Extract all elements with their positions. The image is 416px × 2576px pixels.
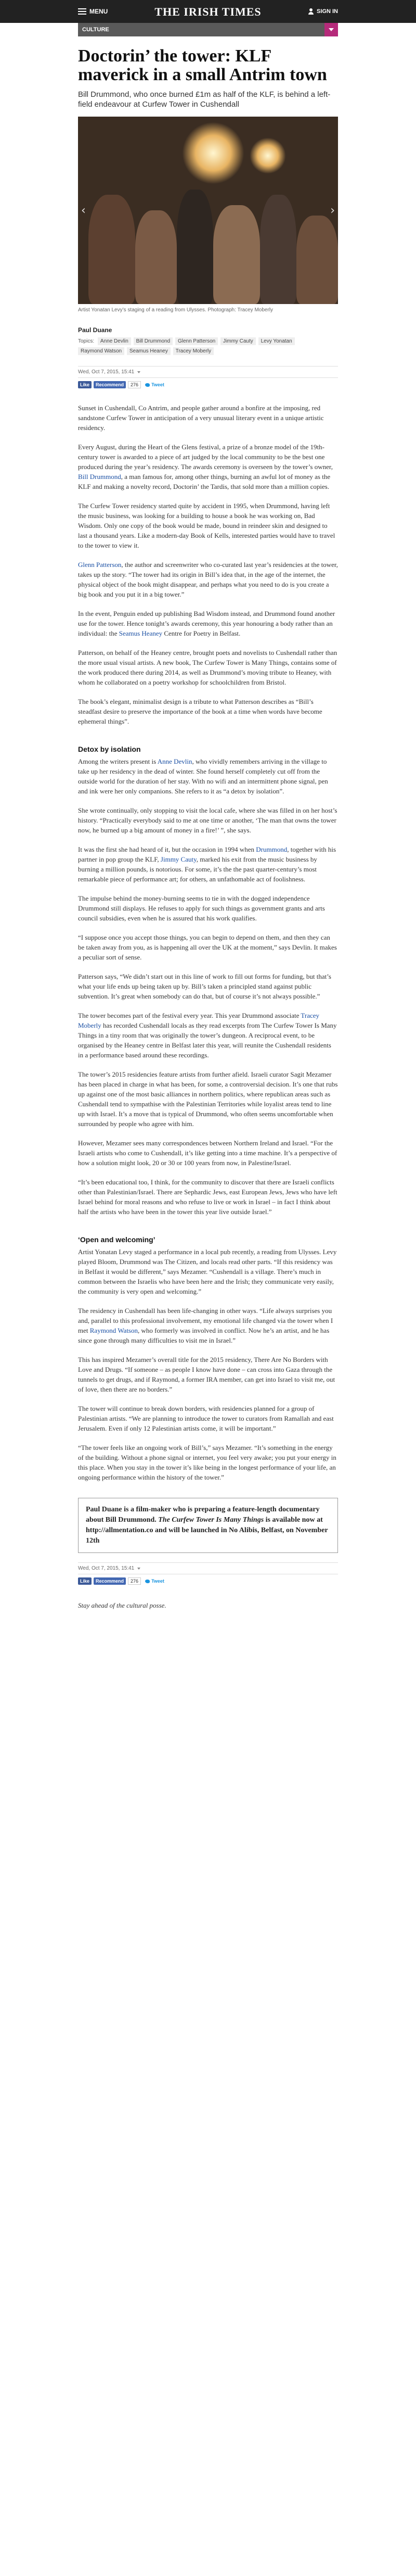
link-seamus-heaney[interactable]: Seamus Heaney [119, 629, 163, 637]
book-title: The Curfew Tower Is Many Things [158, 1516, 264, 1524]
previous-arrow-icon[interactable]: ‹ [81, 204, 86, 217]
sign-in-label: SIGN IN [317, 8, 338, 15]
chevron-down-icon [329, 28, 334, 31]
lamp-light [182, 122, 244, 184]
lamp-light [250, 137, 286, 174]
twitter-bird-icon [145, 383, 150, 387]
next-arrow-icon[interactable]: › [330, 204, 335, 217]
paragraph: The impulse behind the money-burning seems to tie in with the dogged independence Drummond still displays. He refuses to apply for such things as government grants and arts council subsidies, even when he is assured that his work qualifies. [78, 894, 325, 922]
text: The residency in Cushendall has been life-changing in other ways. “Life always surprises you and, parallel to this professional involvement, my emotional life changed via the tower when I met [78, 1307, 333, 1334]
share-bar-bottom [78, 1577, 338, 1585]
topics-list [78, 337, 338, 357]
subheading: Detox by isolation [78, 745, 141, 753]
text: Among the writers present is [78, 757, 158, 765]
article-standfirst: Bill Drummond, who once burned £1m as half of the KLF, is behind a left-field endeavour at Curfew Tower in Cushendall [78, 90, 331, 109]
text: In the event, Penguin ended up publishing Bad Wisdom instead, and Drummond found another use for the tower. Hence tonight’s awards ceremony, this year honouring a body rather than an individual: the [78, 610, 335, 637]
photo-figure [296, 216, 338, 304]
link-glenn-patterson[interactable]: Glenn Patterson [78, 561, 122, 569]
section-label[interactable]: CULTURE [82, 27, 109, 33]
paragraph: The tower’s 2015 residencies feature artists from further afield. Israeli curator Sagit Mezamer has been placed in charge in what has been, for some, a controversial decision. It’s one that rubs up against one of the most basic alliances in northern politics, where republican areas such as Cushendall tend to sympathise with the Palestinian Territories while loyalist areas tend to line up with Israel. It’s a move that is typical of Drummond, who often seems uncomfortable when surrounded by people who agree with him. [78, 1070, 338, 1128]
tweet-label: Tweet [151, 382, 164, 387]
newsletter-prompt: Stay ahead of the cultural posse. [78, 1601, 166, 1609]
section-dropdown-button[interactable] [324, 23, 338, 36]
link-tracey-moberly[interactable]: Tracey Moberly [78, 1012, 319, 1029]
site-logo[interactable]: THE IRISH TIMES [154, 5, 262, 18]
photo-figure [135, 210, 177, 304]
paragraph: “It’s been educational too, I think, for the community to discover that there are Israeli conflicts other than Palestinian/Israel. There are Sephardic Jews, east European Jews, Jews who have left Israel behind for moral reasons and who refuse to live or work in Israel – in fact I think about half the artists who have been in the tower this year live outside Israel.” [78, 1178, 337, 1216]
topic-tag[interactable]: Glenn Patterson [175, 337, 218, 345]
paragraph [78, 609, 338, 638]
article-date: Wed, Oct 7, 2015, 15:41 [78, 1565, 135, 1571]
share-count: 276 [128, 1577, 141, 1585]
tweet-button[interactable] [145, 1579, 164, 1584]
paragraph: The tower will continue to break down borders, with residencies planned for a group of Palestinian artists. “We are planning to introduce the tower to curators from Ramallah and east Jerusalem. Even if only 12 Palestinian artists come, it will be important.” [78, 1405, 334, 1432]
article-body [78, 403, 338, 1610]
facebook-recommend-button[interactable]: Recommend [94, 1577, 126, 1585]
text: is available now at http://allmentation.co and will be launched in No Alibis, Belfast, on November 12th [86, 1516, 328, 1545]
tweet-button[interactable] [145, 382, 164, 387]
paragraph: The Curfew Tower residency started quite by accident in 1995, when Drummond, having left the music business, was looking for a building to house a book he was working on, Bad Wisdom. Only one copy of the book would be made, bound in reindeer skin and designed to last a thousand years. Like a modern-day Book of Kells, interested parties would have to travel to the tower to view it. [78, 502, 335, 549]
hamburger-icon [78, 8, 86, 15]
menu-label: MENU [89, 8, 108, 15]
text: , who vividly remembers arriving in the village to take up her residency in the dead of winter. She found herself completely cut off from the outside world for the duration of her stay. With no wifi and an intermittent phone signal, pen and ink were her only companions. She refers to it as “a detox by isolation”. [78, 757, 328, 795]
paragraph: Artist Yonatan Levy staged a performance in a local pub recently, a reading from Ulysses. Levy played Bloom, Drummond was The Citizen, and locals read other parts. “If this residency was in Belfast it would be different,” says Mezamer. “Cushendall is a village. There’s much in common between the Israelis who have been here and the Irish; they communicate very easily, the community is very open and welcoming.” [78, 1248, 337, 1295]
article-dateline[interactable] [78, 366, 338, 378]
paragraph: The book’s elegant, minimalist design is a tribute to what Patterson describes as “Bill’s steadfast desire to preserve the importance of the book at a time when words have become ephemeral things”. [78, 698, 322, 725]
text: Paul Duane is a film-maker who is preparing a feature-length documentary about Bill Drummond. [86, 1506, 320, 1524]
photo-figure [177, 190, 213, 304]
paragraph: “I suppose once you accept those things, you can begin to depend on them, and then they can be taken away from you, as is happening all over the UK at the moment,” says Devlin. It makes a peculiar sort of sense. [78, 933, 337, 961]
user-icon [308, 8, 314, 15]
paragraph [78, 560, 338, 599]
top-bar [0, 0, 416, 23]
chevron-down-icon [137, 1568, 140, 1570]
topic-tag[interactable]: Jimmy Cauty [220, 337, 256, 345]
paragraph [78, 1306, 338, 1345]
text: , marked his exit from the music business by burning a million pounds, is notorious. For some, it’s the the past quarter-century’s most remarkable piece of performance art; for others, an unfathomable act of foolishness. [78, 855, 317, 883]
paragraph [78, 1011, 338, 1060]
author-name[interactable]: Paul Duane [78, 326, 112, 334]
link-raymond-watson[interactable]: Raymond Watson [89, 1327, 138, 1334]
link-bill-drummond[interactable]: Bill Drummond [78, 473, 121, 481]
facebook-like-button[interactable]: Like [78, 1577, 92, 1585]
paragraph: Patterson, on behalf of the Heaney centre, brought poets and novelists to Cushendall rather than the more usual visual artists. A new book, The Curfew Tower is Many Things, contains some of the work produced there during 2014, as well as Drummond’s moving tribute to Heaney, with whom he collaborated on a poetry workshop for schoolchildren from Bristol. [78, 649, 337, 686]
text: has recorded Cushendall locals as they read excerpts from The Curfew Tower Is Many Things in a tiny room that was originally the tower’s dungeon. A reciprocal event, to be organised by the Heaney centre in Belfast later this year, will reunite the Cushendall residents in a performance based around these recordings. [78, 1021, 337, 1059]
article-date: Wed, Oct 7, 2015, 15:41 [78, 369, 135, 375]
sign-in-button[interactable] [308, 8, 338, 15]
text: The tower becomes part of the festival every year. This year Drummond associate [78, 1012, 301, 1019]
paragraph: “The tower feels like an ongoing work of Bill’s,” says Mezamer. “It’s something in the energy of the building. Without a phone signal or internet, you feel very awake; you put your energy in this place. When you stay in the tower it’s like being in the longest performance of your life, an ongoing performance within the history of the tower.” [78, 1444, 336, 1481]
photo-figure [260, 195, 296, 304]
link-drummond[interactable]: Drummond [256, 845, 288, 853]
text: Every August, during the Heart of the Glens festival, a prize of a bronze model of the 19th-century tower is awarded to a piece of art judged by the local community to be the best one produced during the year’s residency. The awards ceremony is overseen by the tower’s owner, [78, 443, 333, 471]
topic-tag[interactable]: Anne Devlin [98, 337, 131, 345]
tweet-label: Tweet [151, 1579, 164, 1584]
link-jimmy-cauty[interactable]: Jimmy Cauty [160, 855, 197, 863]
facebook-like-button[interactable]: Like [78, 381, 92, 388]
topic-tag[interactable]: Seamus Heaney [127, 347, 171, 355]
topic-tag[interactable]: Levy Yonatan [258, 337, 295, 345]
text: Centre for Poetry in Belfast. [162, 629, 241, 637]
link-anne-devlin[interactable]: Anne Devlin [157, 757, 192, 765]
facebook-recommend-button[interactable]: Recommend [94, 381, 126, 388]
section-bar [78, 23, 338, 36]
share-bar [78, 381, 338, 388]
article-photo[interactable] [78, 117, 338, 304]
paragraph [78, 844, 338, 884]
menu-button[interactable] [78, 8, 108, 15]
text: , the author and screenwriter who co-curated last year’s residencies at the tower, takes up the story. “The tower had its origin in Bill’s idea that, in the age of the internet, the physical object of the book might disappear, and perhaps what you need to do is you create a big book and you put it in a big tower.” [78, 561, 338, 598]
paragraph: However, Mezamer sees many correspondences between Northern Ireland and Israel. “For the Israeli artists who come to Cushendall, it’s like getting into a time machine. It’s a perspective of how a solution might look, 20 or 30 or 100 years from now, in Palestine/Israel. [78, 1139, 337, 1167]
twitter-bird-icon [145, 1580, 150, 1583]
text: , who formerly was involved in conflict. Now he’s an artist, and he has since gone through many difficulties to visit me in Israel.” [78, 1327, 330, 1344]
author-bio-box [78, 1498, 338, 1553]
photo-figure [88, 195, 135, 304]
subheading: ‘Open and welcoming’ [78, 1235, 155, 1244]
article-title: Doctorin’ the tower: KLF maverick in a small Antrim town [78, 46, 327, 84]
paragraph: Sunset in Cushendall, Co Antrim, and people gather around a bonfire at the imposing, red sandstone Curfew Tower in anticipation of a very unusual literary event in a unique artistic residency. [78, 404, 324, 432]
paragraph [78, 756, 338, 796]
topic-tag[interactable]: Tracey Moberly [173, 347, 214, 355]
photo-figure [213, 205, 260, 304]
article [78, 36, 338, 1610]
text: , a man famous for, among other things, burning an awful lot of money as the KLF and making a novelty record, Doctorin’ the Tardis, that sold more than a million copies. [78, 473, 331, 490]
chevron-down-icon [137, 371, 140, 373]
paragraph [78, 442, 338, 491]
topic-tag[interactable]: Raymond Watson [78, 347, 124, 355]
text: , together with his partner in pop group the KLF, [78, 845, 336, 863]
text: It was the first she had heard of it, but the occasion in 1994 when [78, 845, 256, 853]
footer-dateline[interactable] [78, 1562, 338, 1574]
topic-tag[interactable]: Bill Drummond [134, 337, 173, 345]
photo-caption: Artist Yonatan Levy’s staging of a reading from Ulysses. Photograph: Tracey Moberly [78, 307, 274, 313]
topics-label: Topics: [78, 338, 95, 344]
paragraph: Patterson says, “We didn’t start out in this line of work to fill out forms for funding, but that’s what your life ends up being taken up by. Bill’s taken a principled stand against public subvention. It’s great when somebody can do that, but of course it’s not always possible.” [78, 973, 331, 1000]
paragraph: This has inspired Mezamer’s overall title for the 2015 residency, There Are No Borders with Love and Drugs. “If someone – as people I know have done – can cross into Gaza through the tunnels to get drugs, and if Raymond, a former IRA member, can get into Israel to visit me, out of love, then there are no borders.” [78, 1356, 335, 1393]
paragraph: She wrote continually, only stopping to visit the local cafe, where she was filled in on her host’s history. “Practically everybody said to me at one time or another, ‘The man that owns the tower now, he burned up a big amount of money in a fire!’ ”, she says. [78, 806, 337, 834]
share-count: 276 [128, 381, 141, 388]
